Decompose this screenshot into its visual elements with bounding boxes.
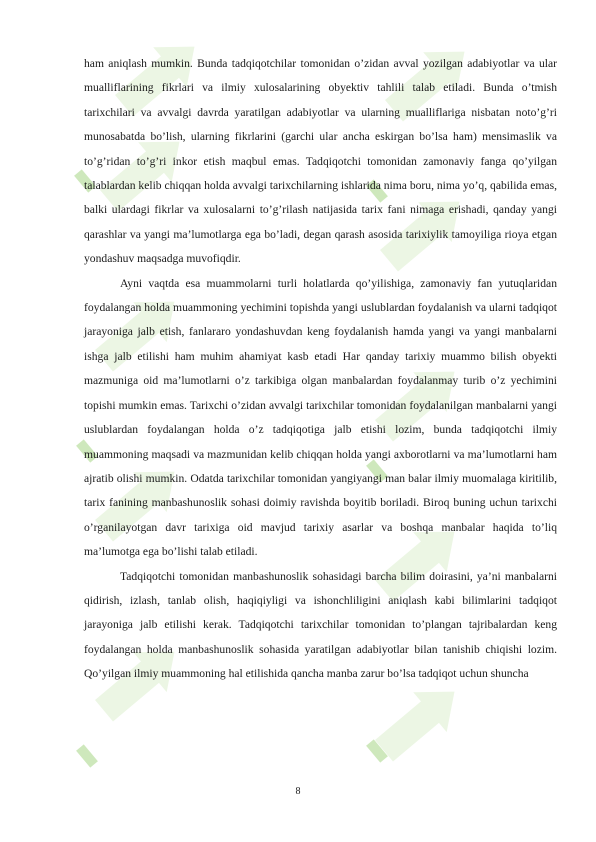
paragraph-1: ham aniqlash mumkin. Bunda tadqiqotchilar tomonidan o’zidan avval yozilgan adabiyotlar va ular mualliflarining fikrlari va ilmiy xulosalarining obyektiv tahlili talab etiladi. Bunda o’tmish tarixchilari va avvalgi davrda yaratilgan adabiyotlar va ularning mualliflariga nisbatan noto’g’ri munosabatda bo’lish, ularning fikrlarini (garchi ular ancha eskirgan bo’lsa ham) mensimaslik va to’g’ridan to’g’ri inkor etish maqbul emas. Tadqiqotchi tomonidan zamonaviy fanga qo’yilgan talablardan kelib chiqqan holda avvalgi tarixchilarning ishlarida nima boru, nima yo’q, qabilida emas, balki ulardagi fikrlar va xulosalarni to’g’rilash natijasida tarix fani nimaga erishadi, qanday yangi qarashlar va yangi ma’lumotlarga ega bo’ladi, degan qarash asosida tarixiylik tamoyiliga rioya etgan yondashuv maqsadga muvofiqdir. xyxy=(84,57,557,266)
paragraph-3: Tadqiqotchi tomonidan manbashunoslik sohasidagi barcha bilim doirasini, ya’ni manbalarni qidirish, izlash, tanlab olish, haqiqiyligi va ishonchliligini aniqlash kabi bilimlarini tadqiqot jarayoniga jalb etilishi kerak. Tadqiqotchi tarixchilar tomonidan to’plangan tajribalardan keng foydalangan holda manbashunoslik sohasida yaratilgan adabiyotlar bilan tanishib chiqishi lozim. Qo’yilgan ilmiy muammoning hal etilishida qancha manba zarur bo’lsa tadqiqot uchun shuncha xyxy=(84,569,557,681)
watermark-mark-icon xyxy=(76,744,98,767)
body-text xyxy=(84,52,557,687)
page-number: 8 xyxy=(295,786,301,797)
paragraph-2: Ayni vaqtda esa muammolarni turli holatlarda qo’yilishiga, zamonaviy fan yutuqlaridan foydalangan holda muammoning yechimini topishda yangi uslublardan foydalanish va ularni tadqiqot jarayoniga jalb etish, fanlararo yondashuvdan keng foydalanish hamda yangi va yangi manbalarni ishga jalb etilishi ham muhim ahamiyat kasb etadi Har qanday tarixiy muammo bilish obyekti mazmuniga oid ma’lumotlarni o’z tarkibiga olgan manbalardan foydalanmay turib o’z yechimini topishi mumkin emas. Tarixchi o’zidan avvalgi tarixchilar tomonidan foydalanilgan manbalarni yangi uslublardan foydalangan holda o’z tadqiqotiga jalb etishi lozim, bunda tadqiqotchi ilmiy muammoning maqsadi va mazmunidan kelib chiqqan holda yangi axborotlarni va ma’lumotlarni ham ajratib olishi mumkin. Odatda tarixchilar tomonidan yangiyangi man balar ilmiy muomalaga kiritilib, tarix fanining manbashunoslik sohasi doimiy ravishda boyitib boriladi. Biroq buning uchun tarixchi o’rganilayotgan davr tarixiga oid mavjud tarixiy asarlar va boshqa manbalar haqida to’liq ma’lumotga ega bo’lishi talab etiladi. xyxy=(84,276,557,559)
